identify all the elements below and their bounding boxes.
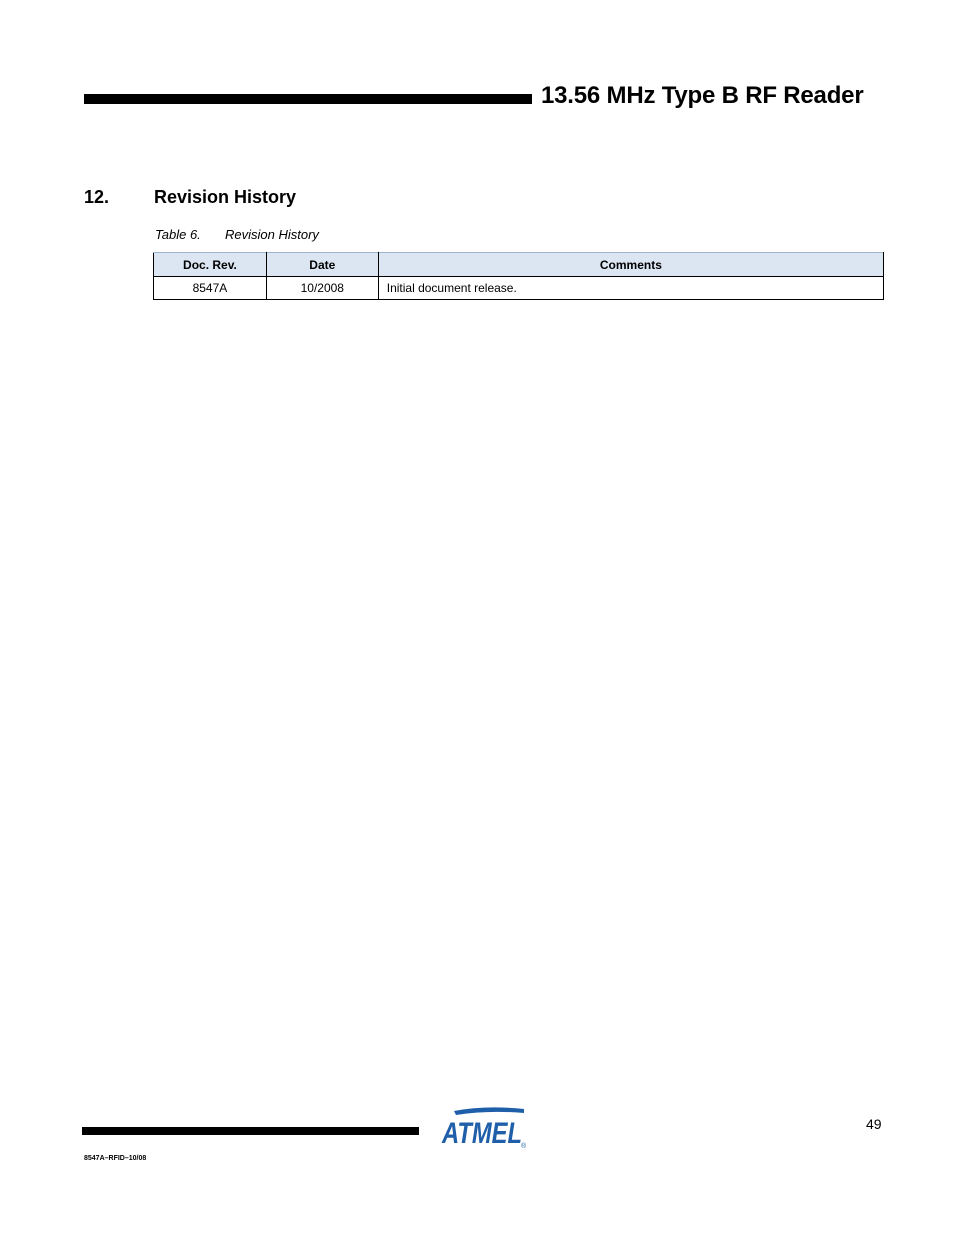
logo-text: ATMEL bbox=[441, 1117, 522, 1149]
cell-doc-rev: 8547A bbox=[154, 277, 267, 300]
table-caption bbox=[155, 227, 319, 242]
cell-comments: Initial document release. bbox=[378, 277, 883, 300]
column-header-doc-rev: Doc. Rev. bbox=[154, 253, 267, 277]
document-title: 13.56 MHz Type B RF Reader bbox=[541, 82, 864, 109]
section-title: Revision History bbox=[154, 187, 297, 207]
section-heading bbox=[84, 187, 296, 208]
logo-registered-mark: ® bbox=[521, 1143, 527, 1149]
document-code: 8547A–RFID–10/08 bbox=[84, 1155, 147, 1162]
table-row bbox=[154, 277, 884, 300]
logo-swoosh bbox=[454, 1107, 524, 1115]
header-rule bbox=[84, 94, 532, 104]
revision-history-table bbox=[153, 252, 884, 300]
footer-rule bbox=[82, 1127, 419, 1135]
column-header-date: Date bbox=[266, 253, 378, 277]
table-header-row bbox=[154, 253, 884, 277]
section-number: 12. bbox=[84, 187, 110, 207]
cell-date: 10/2008 bbox=[266, 277, 378, 300]
column-header-comments: Comments bbox=[378, 253, 883, 277]
table-caption-number: Table 6. bbox=[155, 227, 201, 242]
table-caption-title: Revision History bbox=[225, 227, 319, 242]
page-number: 49 bbox=[866, 1116, 882, 1132]
atmel-logo bbox=[440, 1105, 530, 1149]
